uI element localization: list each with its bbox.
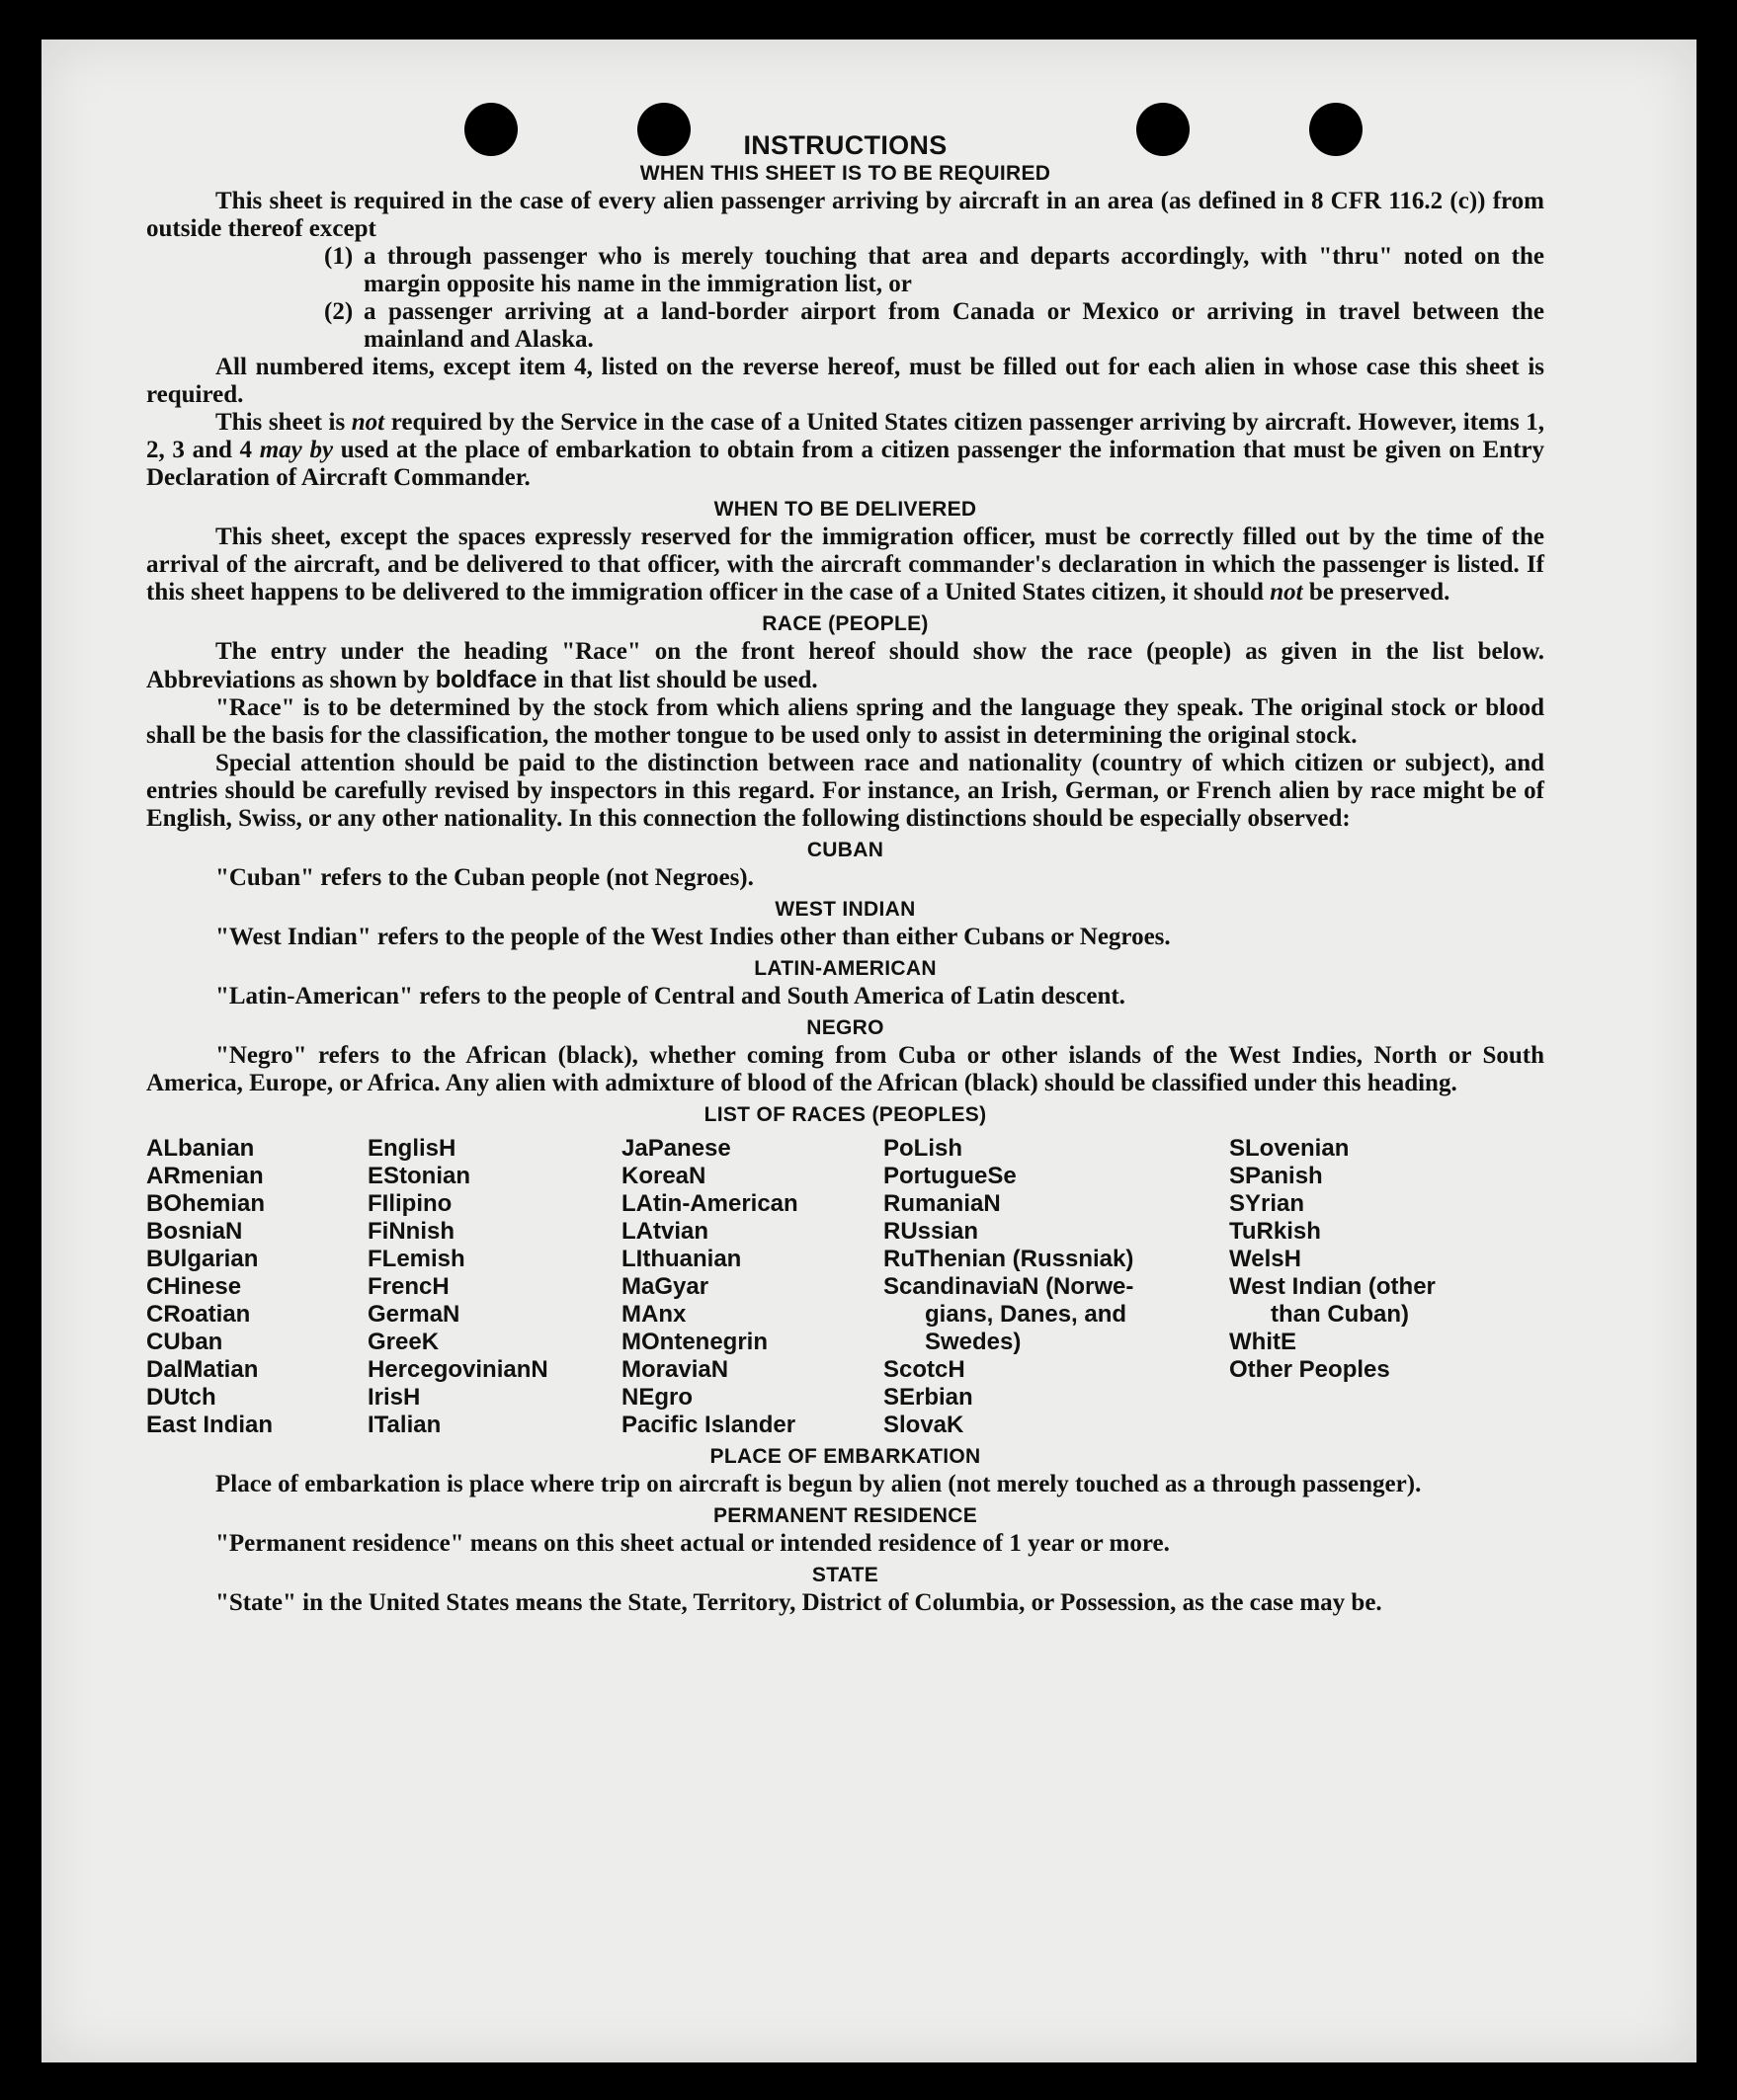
race-entry: WelsH xyxy=(1229,1246,1301,1272)
item-number: (2) xyxy=(324,298,354,325)
item-number: (1) xyxy=(324,243,354,270)
race-entry: West Indian (other xyxy=(1229,1273,1436,1300)
race-entry: PortugueSe xyxy=(883,1163,1017,1189)
paragraph: "Permanent residence" means on this sheet actual or intended residence of 1 year or more. xyxy=(215,1530,1170,1557)
race-entry: CHinese xyxy=(146,1273,242,1300)
section-heading: LATIN-AMERICAN xyxy=(754,957,937,980)
race-entry: RuThenian (Russniak) xyxy=(883,1246,1134,1272)
race-entry: LAtvian xyxy=(621,1218,709,1245)
races-column xyxy=(368,1135,621,1439)
races-column xyxy=(621,1135,883,1439)
races-column xyxy=(146,1135,368,1439)
race-entry: SYrian xyxy=(1229,1190,1305,1217)
race-entry: ITalian xyxy=(368,1412,442,1438)
paragraph: "Latin-American" refers to the people of Central and South America of Latin descent. xyxy=(215,983,1125,1010)
race-entry: WhitE xyxy=(1229,1329,1296,1355)
race-entry: MAnx xyxy=(621,1301,687,1328)
paragraph: This sheet is required in the case of every alien passenger arriving by aircraft in an area (as defined in 8 CFR 116.2 (c)) from outside thereof except xyxy=(146,188,1544,242)
race-entry: ALbanian xyxy=(146,1135,255,1162)
paragraph: This sheet, except the spaces expressly reserved for the immigration officer, must be correctly filled out by the time of the arrival of the aircraft, and be delivered to that officer, with the aircraft commander's declaration in which the passenger is listed. If this sheet happens to be delivered to the immigration officer in the case of a United States citizen, it should not be preserved. xyxy=(146,524,1544,606)
section-heading: RACE (PEOPLE) xyxy=(762,612,929,635)
race-entry: ScotcH xyxy=(883,1356,965,1383)
section-heading: CUBAN xyxy=(806,839,884,861)
race-entry: Swedes) xyxy=(925,1329,1022,1355)
paragraph: Special attention should be paid to the distinction between race and nationality (country of which citizen or subject), and entries should be carefully revised by inspectors in this regard. For instance, an Irish, German, or French alien by race might be of English, Swiss, or any other nationality. In this connection the following distinctions should be especially observed: xyxy=(146,750,1544,832)
race-entry: gians, Danes, and xyxy=(925,1301,1127,1328)
race-entry: BosniaN xyxy=(146,1218,243,1245)
race-entry: GermaN xyxy=(368,1301,460,1328)
page-title: INSTRUCTIONS xyxy=(743,130,948,160)
paragraph: This sheet is not required by the Service in the case of a United States citizen passenger arriving by aircraft. However, items 1, 2, 3 and 4 may by used at the place of embarkation to obtain from a citizen passenger the information that must be given on Entry Declaration of Aircraft Commander. xyxy=(146,409,1545,491)
instructions-body xyxy=(146,130,1544,1617)
race-entry: LAtin-American xyxy=(621,1190,798,1217)
race-entry: CRoatian xyxy=(146,1301,251,1328)
race-entry: MoraviaN xyxy=(621,1356,729,1383)
item-text: a through passenger who is merely touching that area and departs accordingly, with "thru" noted on the margin opposite his name in the immigration list, or xyxy=(364,243,1544,297)
race-entry: DUtch xyxy=(146,1384,216,1411)
race-entry: ARmenian xyxy=(146,1163,264,1189)
paragraph: Place of embarkation is place where trip on aircraft is begun by alien (not merely touched as a through passenger). xyxy=(215,1471,1422,1497)
item-text: a passenger arriving at a land-border airport from Canada or Mexico or arriving in travel between the mainland and Alaska. xyxy=(364,298,1544,353)
section-heading: LIST OF RACES (PEOPLES) xyxy=(703,1103,987,1126)
race-entry: East Indian xyxy=(146,1412,274,1438)
races-column xyxy=(1229,1135,1526,1439)
paragraph: "Cuban" refers to the Cuban people (not Negroes). xyxy=(215,864,754,891)
race-entry: GreeK xyxy=(368,1329,440,1355)
race-entry: HercegovinianN xyxy=(368,1356,548,1383)
race-entry: EnglisH xyxy=(368,1135,456,1162)
section-heading: NEGRO xyxy=(806,1016,884,1039)
race-entry: MOntenegrin xyxy=(621,1329,768,1355)
race-entry: BUlgarian xyxy=(146,1246,259,1272)
section-heading: PERMANENT RESIDENCE xyxy=(712,1504,978,1527)
paragraph: All numbered items, except item 4, listed on the reverse hereof, must be filled out for each alien in whose case this sheet is required. xyxy=(146,354,1544,408)
race-entry: KoreaN xyxy=(621,1163,706,1189)
race-entry: IrisH xyxy=(368,1384,421,1411)
section-heading: STATE xyxy=(811,1564,879,1586)
list-item xyxy=(324,243,1544,298)
race-entry: JaPanese xyxy=(621,1135,731,1162)
race-entry: EStonian xyxy=(368,1163,471,1189)
race-entry: MaGyar xyxy=(621,1273,709,1300)
race-entry: LIthuanian xyxy=(621,1246,742,1272)
race-entry: FrencH xyxy=(368,1273,450,1300)
race-entry: Pacific Islander xyxy=(621,1412,796,1438)
race-entry: SErbian xyxy=(883,1384,973,1411)
race-entry: NEgro xyxy=(621,1384,693,1411)
paragraph: "West Indian" refers to the people of the West Indies other than either Cubans or Negroes. xyxy=(215,924,1171,950)
section-heading: WEST INDIAN xyxy=(775,898,916,921)
race-entry: than Cuban) xyxy=(1271,1301,1409,1328)
race-entry: DalMatian xyxy=(146,1356,259,1383)
paragraph: The entry under the heading "Race" on the front hereof should show the race (people) as given in the list below. Abbreviations as shown by boldface in that list should be used. xyxy=(146,638,1544,693)
section-heading: WHEN THIS SHEET IS TO BE REQUIRED xyxy=(639,162,1051,185)
paragraph: "Race" is to be determined by the stock from which aliens spring and the language they speak. The original stock or blood shall be the basis for the classification, the mother tongue to be used only to assist in determining the original stock. xyxy=(146,694,1544,749)
race-entry: FIlipino xyxy=(368,1190,453,1217)
section-heading: WHEN TO BE DELIVERED xyxy=(713,498,977,521)
race-entry: SLovenian xyxy=(1229,1135,1350,1162)
race-entry: SlovaK xyxy=(883,1412,964,1438)
section-heading: PLACE OF EMBARKATION xyxy=(709,1445,981,1468)
race-entry: RumaniaN xyxy=(883,1190,1001,1217)
list-item xyxy=(324,298,1544,354)
races-column xyxy=(883,1135,1229,1439)
race-entry: Other Peoples xyxy=(1229,1356,1390,1383)
race-entry: TuRkish xyxy=(1229,1218,1321,1245)
race-entry: PoLish xyxy=(883,1135,963,1162)
race-entry: FLemish xyxy=(368,1246,465,1272)
race-entry: RUssian xyxy=(883,1218,979,1245)
race-entry: CUban xyxy=(146,1329,223,1355)
race-entry: BOhemian xyxy=(146,1190,266,1217)
race-entry: FiNnish xyxy=(368,1218,455,1245)
race-entry: ScandinaviaN (Norwe- xyxy=(883,1273,1134,1300)
paragraph: "State" in the United States means the State, Territory, District of Columbia, or Possession, as the case may be. xyxy=(215,1589,1382,1616)
paragraph: "Negro" refers to the African (black), whether coming from Cuba or other islands of the West Indies, North or South America, Europe, or Africa. Any alien with admixture of blood of the African (black) should be classified under this heading. xyxy=(146,1042,1544,1096)
race-entry: SPanish xyxy=(1229,1163,1323,1189)
races-list xyxy=(146,1135,1544,1439)
